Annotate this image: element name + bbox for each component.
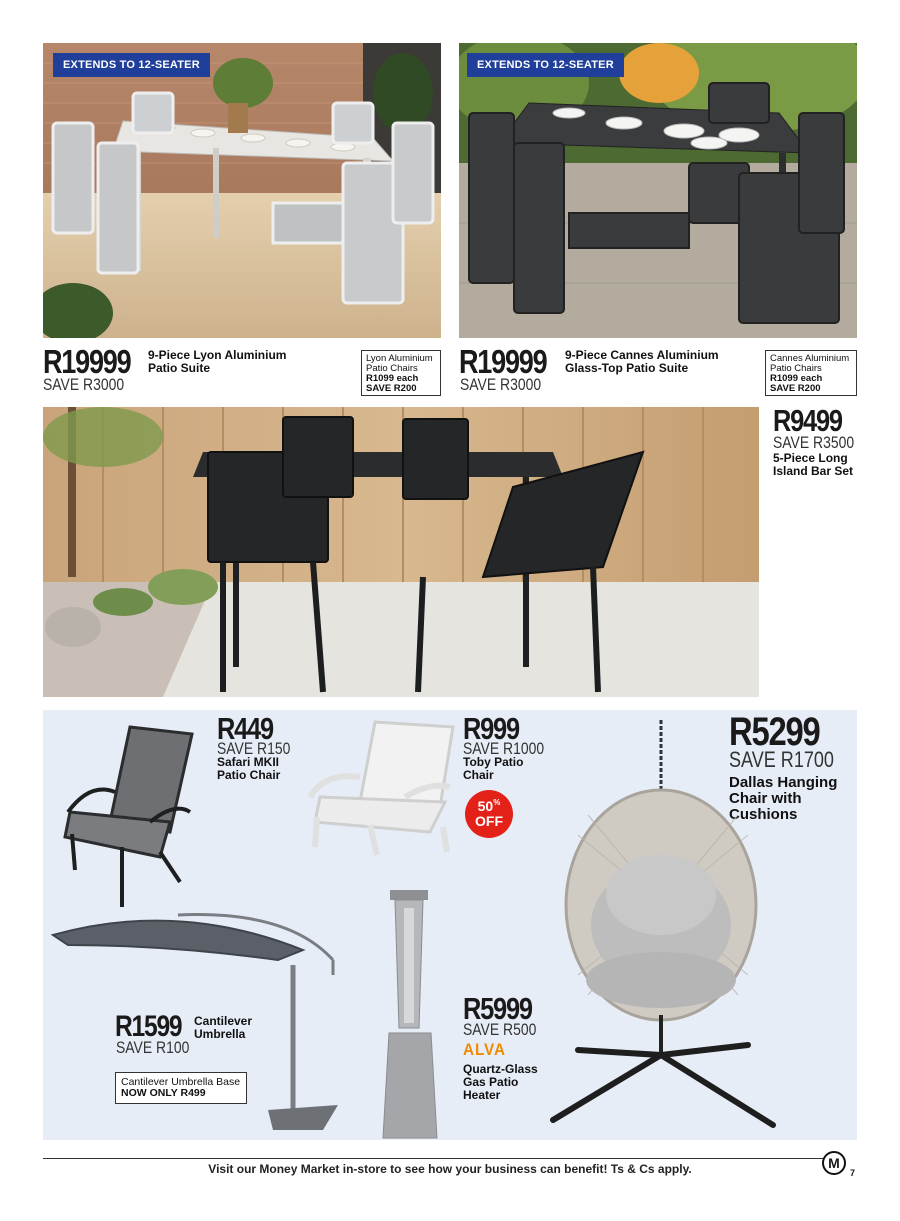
heater-product-name: [463, 1063, 538, 1102]
dallas-name-line2: Chair with: [729, 790, 802, 807]
cannes-box-line2: Patio Chairs: [770, 363, 822, 374]
cannes-box-line3: R1099 each: [770, 373, 823, 384]
bar-set-photo: [43, 407, 759, 697]
dallas-price: R5299: [729, 710, 820, 754]
cannes-product-name: [565, 349, 719, 375]
footer-divider: [43, 1158, 823, 1159]
cannes-price: R19999: [459, 343, 547, 380]
badge-percent-sign: %: [493, 798, 501, 807]
dallas-name-line3: Cushions: [729, 806, 798, 823]
lyon-box-line2: Patio Chairs: [366, 363, 418, 374]
lyon-name-line1: 9-Piece Lyon Aluminium: [148, 348, 287, 362]
lyon-chairs-box: [361, 350, 441, 396]
lyon-save: SAVE R3000: [43, 375, 125, 394]
bar-set-illustration: [43, 407, 759, 697]
fifty-percent-off-badge: [465, 790, 513, 838]
bar-set-save: SAVE R3500: [773, 433, 855, 452]
cannes-suite-photo: [459, 43, 857, 338]
money-market-logo: M: [822, 1151, 846, 1175]
umbrella-save: SAVE R100: [116, 1038, 190, 1057]
toby-save: SAVE R1000: [463, 739, 545, 758]
lyon-price: R19999: [43, 343, 131, 380]
extends-badge: EXTENDS TO 12-SEATER: [467, 53, 624, 77]
lyon-box-line3: R1099 each: [366, 373, 419, 384]
heater-price: R5999: [463, 991, 532, 1026]
cannes-name-line2: Glass-Top Patio Suite: [565, 361, 689, 375]
cannes-box-line4: SAVE R200: [770, 383, 821, 394]
toby-price: R999: [463, 711, 519, 746]
cannes-save: SAVE R3000: [460, 375, 542, 394]
gas-heater-image: [375, 888, 445, 1143]
cannes-name-line1: 9-Piece Cannes Aluminium: [565, 348, 719, 362]
heater-name-line2: Gas Patio: [463, 1075, 519, 1089]
lyon-suite-illustration: [43, 43, 441, 338]
heater-name-line1: Quartz-Glass: [463, 1062, 538, 1076]
safari-save: SAVE R150: [217, 739, 291, 758]
bar-set-name-line1: 5-Piece Long: [773, 451, 848, 465]
cannes-suite-illustration: [459, 43, 857, 338]
safari-product-name: [217, 756, 280, 782]
alva-brand-logo: ALVA: [463, 1040, 506, 1059]
dallas-name-line1: Dallas Hanging: [729, 774, 838, 791]
lyon-box-line4: SAVE R200: [366, 383, 417, 394]
cannes-chairs-box: [765, 350, 857, 396]
badge-off-label: OFF: [475, 813, 503, 829]
safari-name-line1: Safari MKII: [217, 755, 280, 769]
toby-chair-image: [305, 717, 455, 857]
umbrella-base-box: [115, 1072, 247, 1104]
umbrella-box-line1: Cantilever Umbrella Base: [121, 1076, 241, 1088]
heater-name-line3: Heater: [463, 1088, 501, 1102]
toby-name-line2: Chair: [463, 768, 494, 782]
heater-save: SAVE R500: [463, 1020, 537, 1039]
badge-percent-value: 50: [477, 798, 494, 814]
cannes-box-line1: Cannes Aluminium: [770, 353, 850, 364]
page-number: 7: [850, 1168, 856, 1178]
lyon-box-line1: Lyon Aluminium: [366, 353, 433, 364]
dallas-save: SAVE R1700: [729, 747, 834, 772]
safari-name-line2: Patio Chair: [217, 768, 281, 782]
umbrella-name-line2: Umbrella: [194, 1027, 246, 1041]
safari-chair-image: [60, 722, 200, 912]
umbrella-product-name: [194, 1015, 252, 1041]
umbrella-price: R1599: [115, 1010, 182, 1043]
umbrella-box-line2: NOW ONLY R499: [121, 1087, 206, 1099]
lyon-name-line2: Patio Suite: [148, 361, 211, 375]
dallas-hanging-chair-image: [548, 715, 778, 1130]
safari-price: R449: [217, 711, 273, 746]
toby-product-name: [463, 756, 523, 782]
lyon-product-name: [148, 349, 286, 375]
toby-name-line1: Toby Patio: [463, 755, 524, 769]
footer-disclaimer: Visit our Money Market in-store to see how your business can benefit! Ts & Cs apply.: [208, 1162, 692, 1176]
bar-set-name-line2: Island Bar Set: [773, 464, 854, 478]
bar-set-product-name: [773, 452, 853, 478]
umbrella-name-line1: Cantilever: [194, 1014, 253, 1028]
lyon-suite-photo: [43, 43, 441, 338]
extends-badge: EXTENDS TO 12-SEATER: [53, 53, 210, 77]
bar-set-price: R9499: [773, 403, 842, 438]
